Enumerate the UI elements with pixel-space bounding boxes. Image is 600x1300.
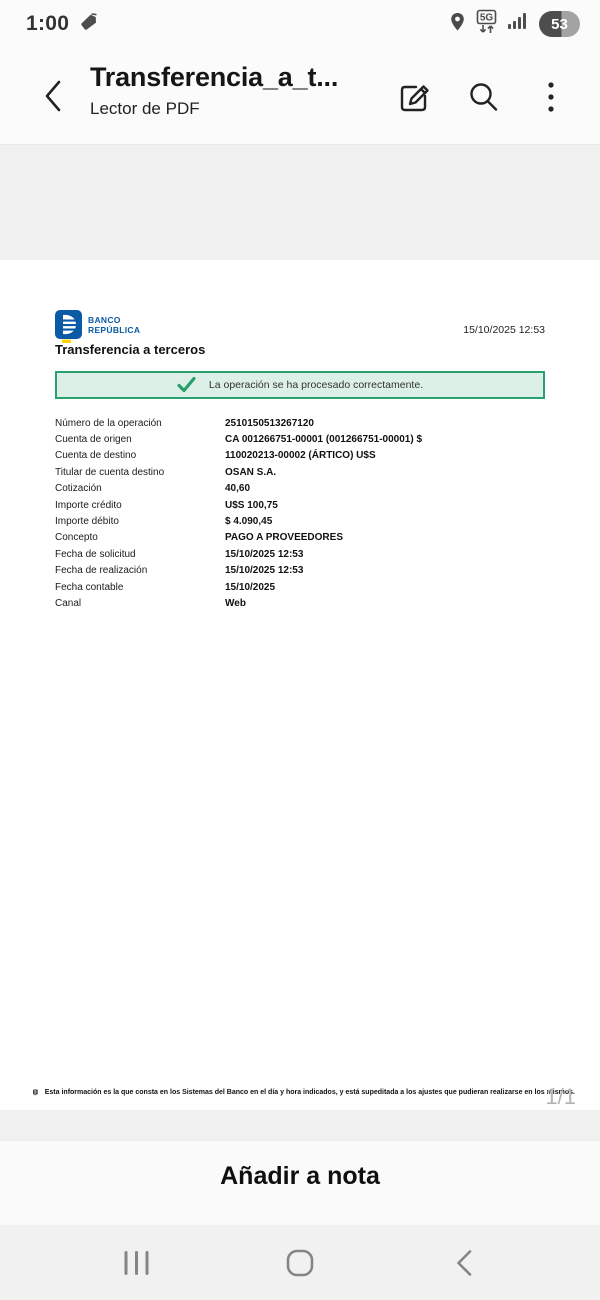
field-label: Número de la operación — [55, 417, 162, 429]
field-label: Canal — [55, 597, 82, 609]
field-label: Titular de cuenta destino — [55, 466, 165, 478]
home-icon — [286, 1249, 314, 1277]
field-label: Cotización — [55, 483, 102, 495]
pdf-viewer[interactable] — [0, 145, 600, 1140]
table-row — [55, 546, 555, 562]
location-icon — [450, 12, 465, 37]
edit-button[interactable] — [396, 78, 434, 116]
recents-icon — [123, 1251, 150, 1275]
table-row — [55, 579, 555, 595]
overflow-menu-button[interactable] — [532, 78, 570, 116]
nav-back-icon — [455, 1249, 473, 1277]
field-value: 15/10/2025 12:53 — [225, 548, 304, 560]
document-title: Transferencia_a_t... — [90, 62, 339, 92]
table-row — [55, 431, 555, 447]
field-value: 2510150513267120 — [225, 417, 314, 429]
table-row — [55, 563, 555, 579]
back-button[interactable] — [42, 76, 70, 116]
add-to-note-label[interactable]: Añadir a nota — [220, 1161, 380, 1190]
battery-indicator: 53 — [539, 11, 580, 37]
field-value: 40,60 — [225, 483, 251, 495]
field-value: $ 4.090,45 — [225, 516, 273, 528]
checkmark-icon — [177, 377, 196, 393]
table-row — [55, 497, 555, 513]
receipt-footer — [33, 1083, 575, 1102]
field-value: OSAN S.A. — [225, 466, 277, 478]
search-icon — [466, 80, 500, 114]
disclaimer-text: Esta información es la que consta en los Sistemas del Banco en el día y hora indicados, y está supeditada a los ajustes que pudieran realizarse en los mismos. — [44, 1089, 575, 1096]
status-bar — [0, 0, 600, 48]
field-label: Importe crédito — [55, 499, 122, 511]
receipt-datetime: 15/10/2025 12:53 — [463, 324, 545, 336]
bank-name: BANCO REPÚBLICA — [88, 315, 141, 335]
field-label: Importe débito — [55, 516, 119, 528]
bank-logo-icon — [55, 310, 82, 344]
field-value: 15/10/2025 12:53 — [225, 565, 304, 577]
field-label: Cuenta de destino — [55, 450, 137, 462]
receipt-fields — [55, 415, 555, 612]
kebab-menu-icon — [547, 80, 555, 114]
field-label: Fecha de realización — [55, 565, 148, 577]
bank-logo-small-icon — [33, 1083, 38, 1102]
table-row — [55, 595, 555, 611]
field-label: Fecha contable — [55, 581, 124, 593]
add-to-note-bar[interactable] — [0, 1140, 600, 1225]
field-value: 110020213-00002 (ÁRTICO) U$S — [225, 450, 376, 462]
page-indicator: 1/1 — [545, 1084, 576, 1109]
field-value: 15/10/2025 — [225, 581, 276, 593]
search-button[interactable] — [464, 78, 502, 116]
5g-network-icon — [475, 9, 498, 40]
edit-pencil-icon — [397, 79, 433, 115]
signal-strength-icon — [508, 12, 529, 36]
clock: 1:00 — [26, 12, 70, 35]
field-value: PAGO A PROVEEDORES — [225, 532, 343, 544]
receipt-title: Transferencia a terceros — [55, 342, 206, 357]
table-row — [55, 513, 555, 529]
field-label: Cuenta de origen — [55, 434, 132, 446]
navigation-bar — [0, 1225, 600, 1300]
table-row — [55, 481, 555, 497]
success-banner — [55, 371, 545, 399]
field-label: Concepto — [55, 532, 98, 544]
table-row — [55, 448, 555, 464]
field-value: U$S 100,75 — [225, 499, 278, 511]
field-value: CA 001266751-00001 (001266751-00001) $ — [225, 434, 423, 446]
tag-notification-icon — [78, 12, 98, 37]
app-header — [0, 48, 600, 145]
home-button[interactable] — [283, 1246, 317, 1280]
field-label: Fecha de solicitud — [55, 548, 136, 560]
nav-back-button[interactable] — [447, 1246, 481, 1280]
table-row — [55, 464, 555, 480]
table-row — [55, 415, 555, 431]
pdf-page — [0, 260, 600, 1110]
app-name-label: Lector de PDF — [90, 99, 200, 118]
svg-text:5G: 5G — [479, 12, 494, 23]
table-row — [55, 530, 555, 546]
field-value: Web — [225, 597, 246, 609]
recents-button[interactable] — [119, 1246, 153, 1280]
bank-logo — [55, 310, 140, 344]
success-message: La operación se ha procesado correctamente. — [208, 379, 424, 391]
